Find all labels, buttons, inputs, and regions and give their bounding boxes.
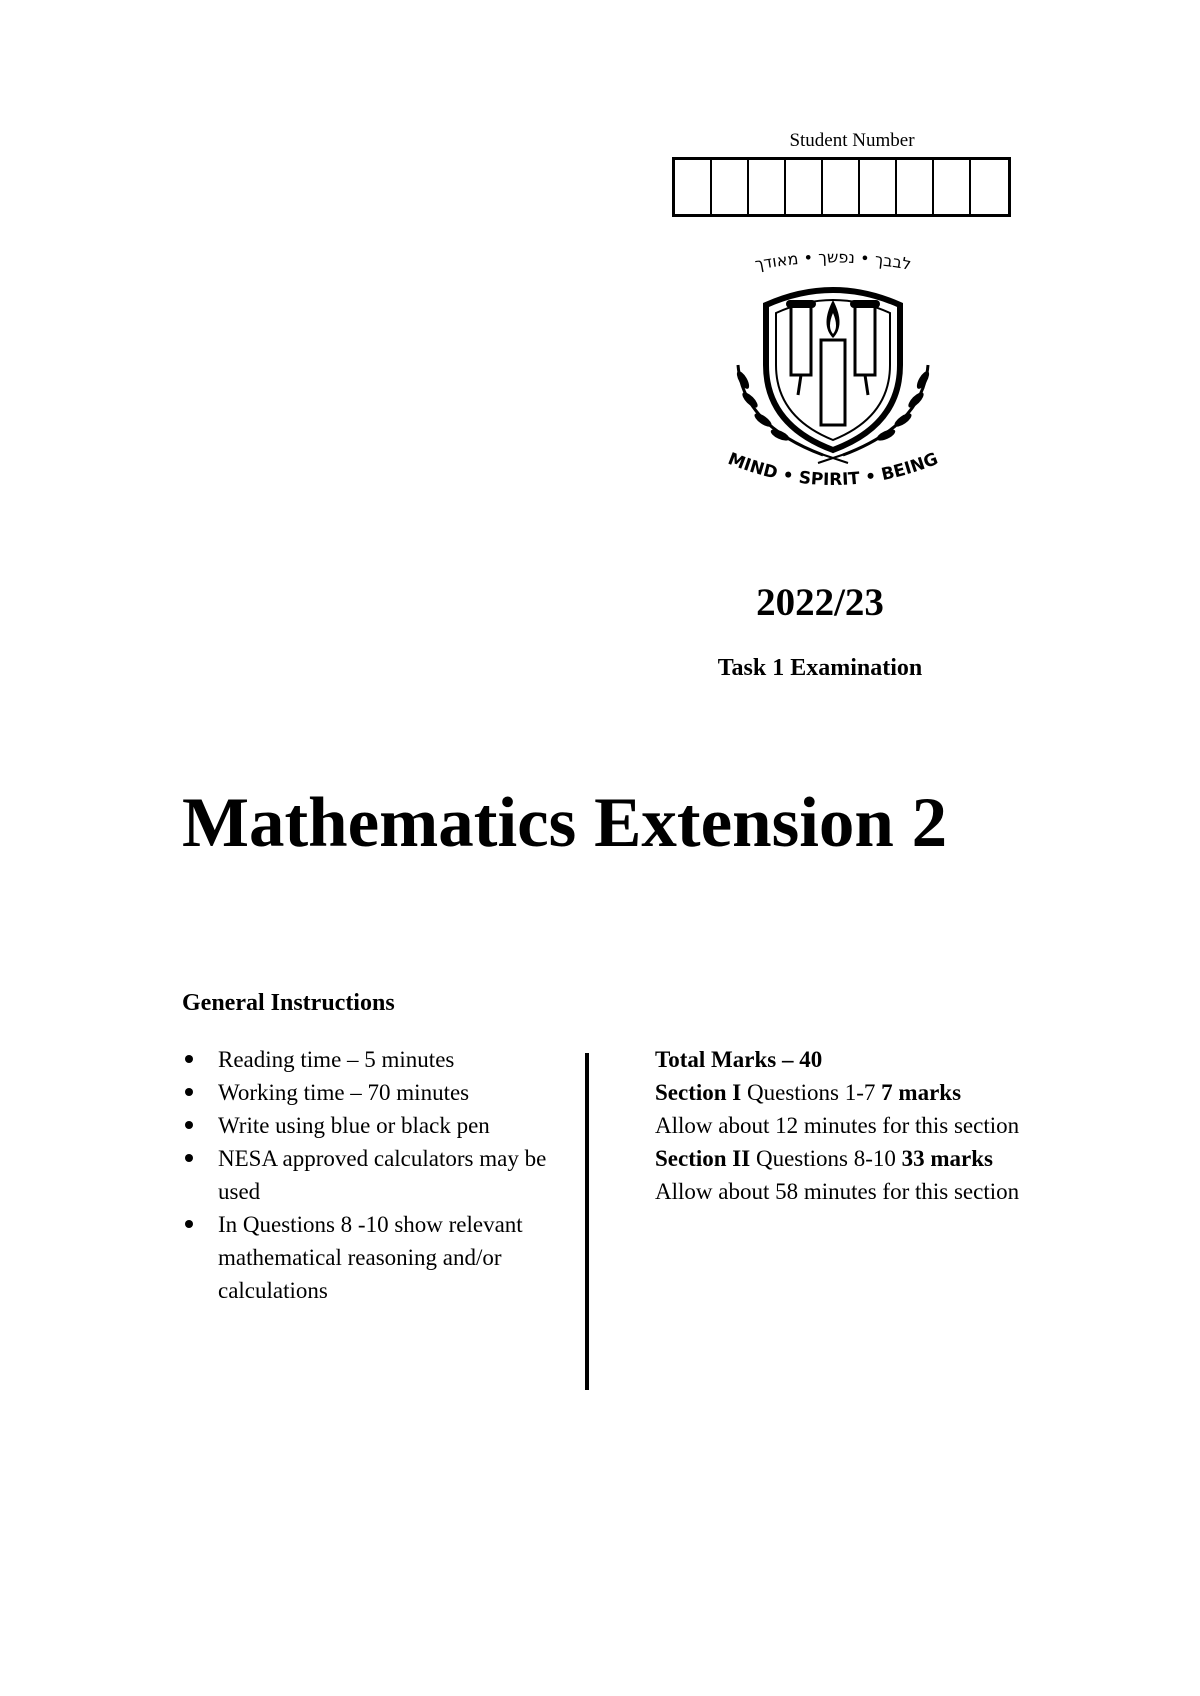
student-number-label: Student Number [789,130,915,151]
section-1-questions: Questions 1-7 [741,1080,882,1105]
instruction-item: Working time – 70 minutes [182,1076,562,1109]
general-instructions-heading: General Instructions [182,990,395,1016]
section-2-summary [655,1142,1095,1175]
section-2-marks: 33 marks [901,1146,993,1171]
section-1-marks: 7 marks [881,1080,962,1105]
student-number-field[interactable] [672,157,1011,217]
school-crest-logo [708,245,958,505]
section-2-questions: Questions 8-10 [750,1146,902,1171]
subject-title: Mathematics Extension 2 [182,784,948,862]
student-number-digit-box[interactable] [749,160,786,214]
crest-motto-english: MIND • SPIRIT • BEING [725,449,941,491]
crest-motto-hebrew: לבבך • נפשך • מאודך [753,247,913,274]
instructions-list [182,1043,562,1307]
marks-summary [655,1043,1095,1208]
instruction-item: In Questions 8 -10 show relevant mathematical reasoning and/or calculations [182,1208,562,1307]
student-number-digit-box[interactable] [934,160,971,214]
student-number-digit-box[interactable] [712,160,749,214]
section-1-summary [655,1076,1095,1109]
student-number-digit-box[interactable] [675,160,712,214]
exam-year: 2022/23 [756,581,884,624]
student-number-digit-box[interactable] [971,160,1008,214]
section-1-time: Allow about 12 minutes for this section [655,1113,1020,1138]
student-number-digit-box[interactable] [897,160,934,214]
instruction-item: NESA approved calculators may be used [182,1142,562,1208]
student-number-digit-box[interactable] [860,160,897,214]
student-number-digit-box[interactable] [823,160,860,214]
instruction-item: Write using blue or black pen [182,1109,562,1142]
instruction-item: Reading time – 5 minutes [182,1043,562,1076]
exam-task-title: Task 1 Examination [717,655,923,681]
section-1-label: Section I [655,1080,742,1105]
student-number-digit-box[interactable] [786,160,823,214]
column-divider [585,1053,589,1390]
total-marks: Total Marks – 40 [655,1047,823,1072]
section-2-time: Allow about 58 minutes for this section [655,1179,1020,1204]
section-2-label: Section II [655,1146,751,1171]
